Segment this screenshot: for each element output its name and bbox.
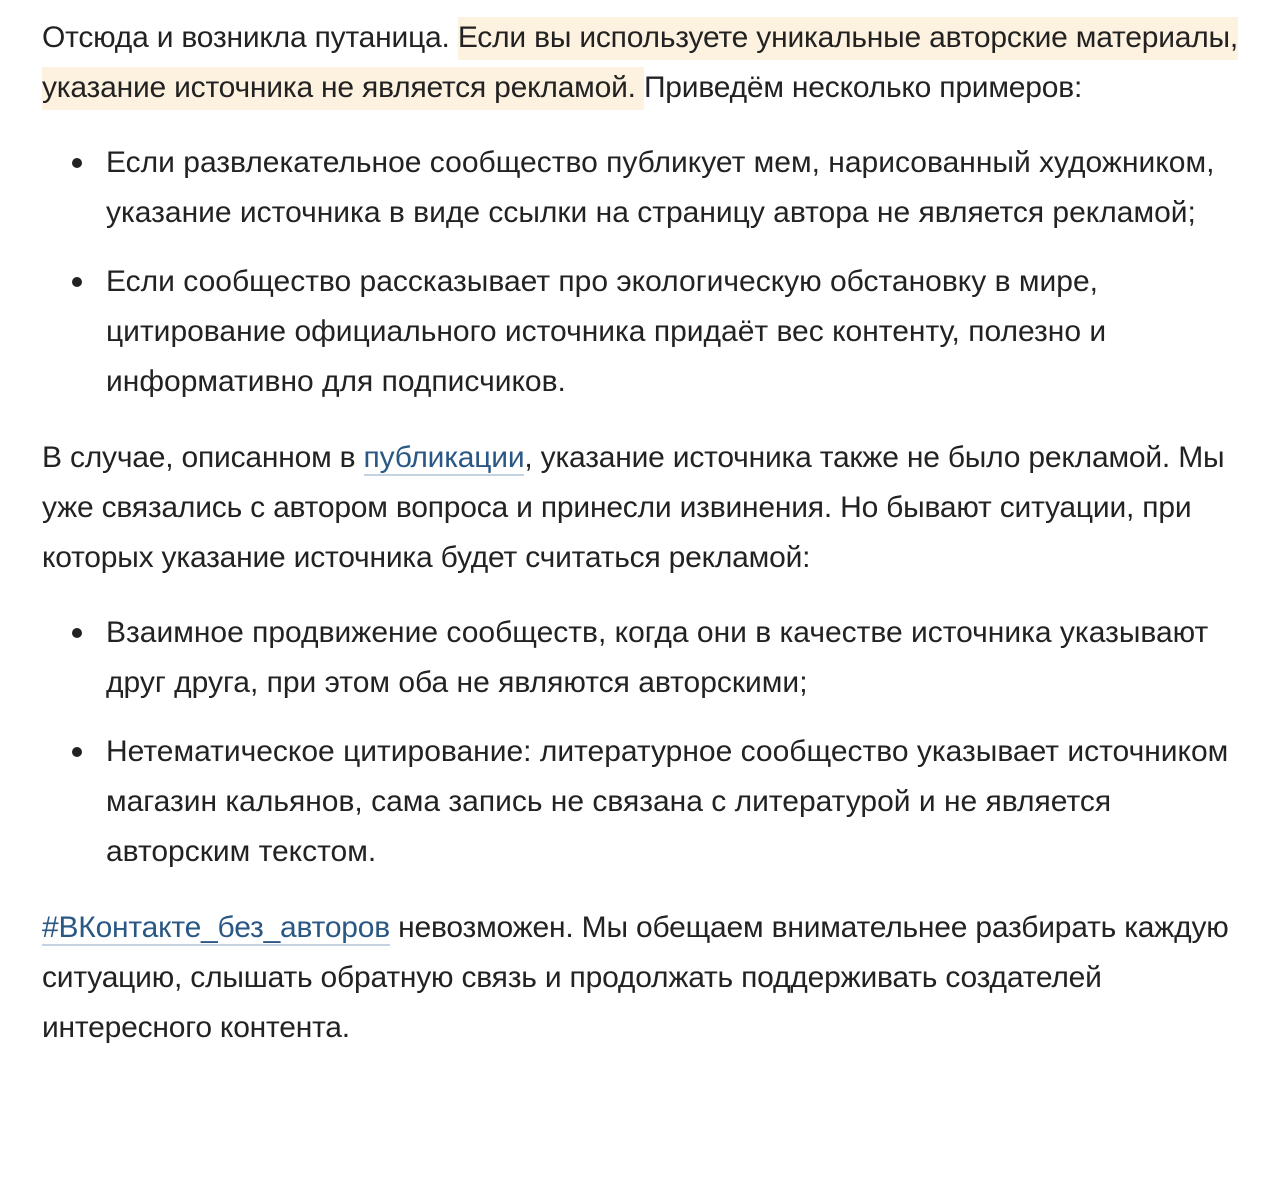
list-item-text: Взаимное продвижение сообществ, когда они в качестве источника указывают друг друга, при этом оба не являются авторскими; [106,616,1209,699]
publication-link[interactable]: публикации [363,441,525,474]
bullet-icon [72,747,82,757]
list-item [42,138,1257,238]
case-text-end: , указание источника также не было рекламой. Мы уже связались с автором вопроса и принесли извинения. Но бывают ситуации, при которых указание источника будет считаться рекламой: [42,441,1225,574]
closing-paragraph [42,903,1257,1053]
list-item [42,608,1257,708]
intro-paragraph [42,13,1257,113]
list-item-text: Нетематическое цитирование: литературное сообщество указывает источником магазин кальянов, сама запись не связана с литературой и не является авторским текстом. [106,735,1229,868]
bullet-icon [72,158,82,168]
closing-text: невозможен. Мы обещаем внимательнее разбирать каждую ситуацию, слышать обратную связь и продолжать поддерживать создателей интересного контента. [42,911,1229,1044]
list-item-text: Если сообщество рассказывает про экологическую обстановку в мире, цитирование официального источника придаёт вес контенту, полезно и информативно для подписчиков. [106,265,1107,398]
bullet-icon [72,277,82,287]
list-item [42,727,1257,877]
list-item-text: Если развлекательное сообщество публикует мем, нарисованный художником, указание источника в виде ссылки на страницу автора не является рекламой; [106,146,1215,229]
case-paragraph [42,433,1257,583]
case-text-start: В случае, описанном в [42,441,364,474]
examples-list [42,138,1257,407]
advertising-cases-list [42,608,1257,877]
list-item [42,257,1257,407]
intro-text: Отсюда и возникла путаница. [42,21,458,54]
highlighted-text: Если вы используете уникальные авторские материалы, указание источника не является рекламой. [42,17,1238,110]
bullet-icon [72,628,82,638]
article-body [42,13,1257,1053]
hashtag-link[interactable]: #ВКонтакте_без_авторов [42,911,391,944]
intro-text-end: Приведём несколько примеров: [643,71,1083,104]
